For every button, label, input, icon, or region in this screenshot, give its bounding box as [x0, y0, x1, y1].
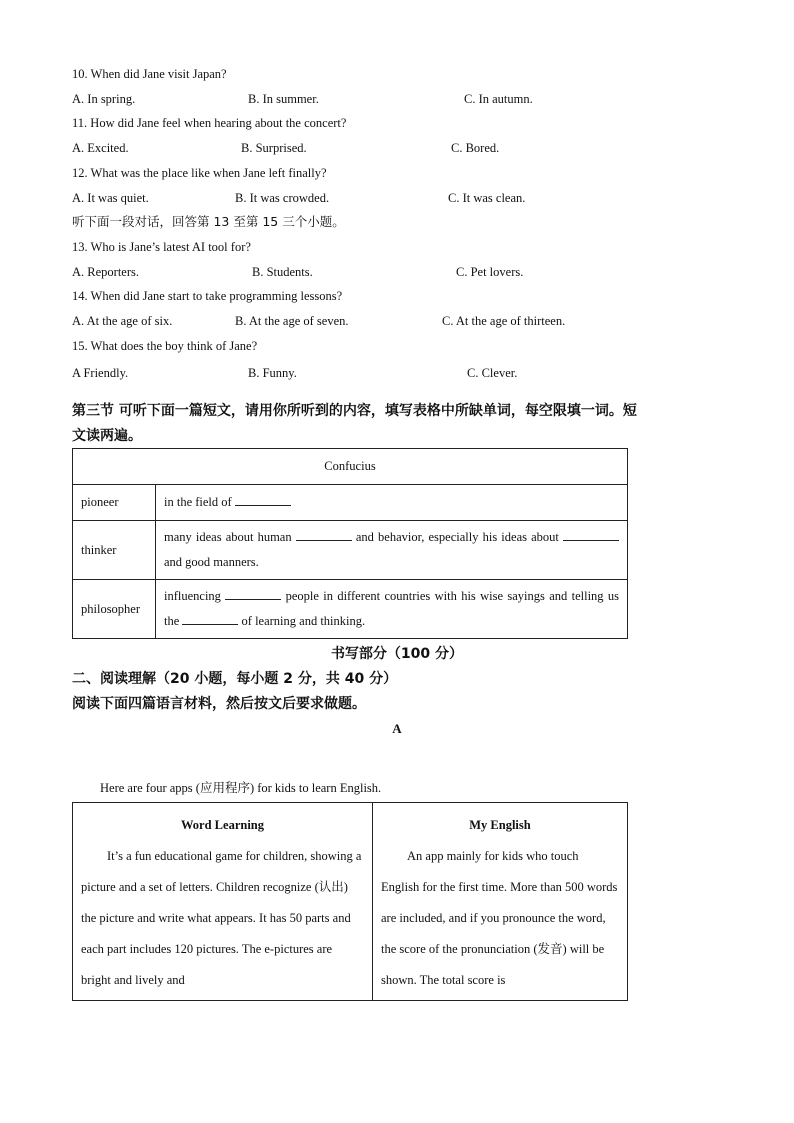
app-description: An app mainly for kids who touch English for the first time. More than 500 words are included, and if you pronounce the word, the score of the pronunciation (发音) will be shown. The total score is	[381, 849, 618, 987]
confucius-table	[72, 448, 628, 639]
q13-option-c: C. Pet lovers.	[456, 265, 524, 279]
section3-heading-line1: 第三节 可听下面一篇短文，请用你所听到的内容，填写表格中所缺单词，每空限填一词。短	[72, 403, 637, 419]
row-description: influencing people in different countries with his wise sayings and telling us the of learning and thinking.	[156, 580, 628, 639]
q10-option-c: C. In autumn.	[464, 92, 533, 106]
section3-heading-line2: 文读两遍。	[72, 428, 142, 444]
row-description: many ideas about human and behavior, especially his ideas about and good manners.	[156, 521, 628, 580]
answer-blank-1[interactable]	[235, 493, 291, 506]
q11-option-b: B. Surprised.	[241, 141, 307, 155]
row-description: in the field of	[156, 485, 628, 521]
q14-option-c: C. At the age of thirteen.	[442, 314, 566, 328]
apps-table	[72, 802, 628, 1001]
q10-option-b: B. In summer.	[248, 92, 319, 106]
q11-option-c: C. Bored.	[451, 141, 500, 155]
app-title: My English	[469, 818, 531, 832]
app-title: Word Learning	[181, 818, 264, 832]
role-thinker: thinker	[73, 521, 156, 580]
writing-part-title: 书写部分（100 分）	[330, 646, 464, 662]
q14-option-b: B. At the age of seven.	[235, 314, 349, 328]
table-row	[73, 521, 628, 580]
q14-option-a: A. At the age of six.	[72, 314, 173, 328]
question-13: 13. Who is Jane’s latest AI tool for?	[72, 240, 251, 254]
passage-label: A	[392, 721, 402, 736]
answer-blank-2[interactable]	[296, 528, 352, 541]
table-title: Confucius	[73, 449, 628, 485]
table-row	[73, 485, 628, 521]
question-10: 10. When did Jane visit Japan?	[72, 67, 227, 81]
q12-option-a: A. It was quiet.	[72, 191, 149, 205]
answer-blank-4[interactable]	[225, 587, 281, 600]
q12-option-c: C. It was clean.	[448, 191, 526, 205]
apps-intro: Here are four apps (应用程序) for kids to learn English.	[100, 781, 382, 795]
role-pioneer: pioneer	[73, 485, 156, 521]
q15-option-a: A Friendly.	[72, 366, 129, 380]
reading-heading: 二、阅读理解（20 小题，每小题 2 分，共 40 分）	[72, 671, 398, 687]
question-15: 15. What does the boy think of Jane?	[72, 339, 258, 353]
q13-option-a: A. Reporters.	[72, 265, 139, 279]
q11-option-a: A. Excited.	[72, 141, 129, 155]
q15-option-c: C. Clever.	[467, 366, 518, 380]
q13-option-b: B. Students.	[252, 265, 313, 279]
app-description: It’s a fun educational game for children, showing a picture and a set of letters. Children recognize (认出) the picture and write what appears. It has 50 parts and each part includes 120 pictures. The e-pictures are bright and lively and	[81, 849, 362, 987]
role-philosopher: philosopher	[73, 580, 156, 639]
answer-blank-5[interactable]	[182, 612, 238, 625]
app-cell-my-english	[373, 803, 628, 1001]
q15-option-b: B. Funny.	[248, 366, 297, 380]
reading-instruction: 阅读下面四篇语言材料，然后按文后要求做题。	[72, 696, 366, 712]
instruction-13-15: 听下面一段对话，回答第 13 至第 15 三个小题。	[72, 214, 345, 229]
answer-blank-3[interactable]	[563, 528, 619, 541]
question-12: 12. What was the place like when Jane left finally?	[72, 166, 327, 180]
question-11: 11. How did Jane feel when hearing about the concert?	[72, 116, 347, 130]
table-row	[73, 580, 628, 639]
question-14: 14. When did Jane start to take programming lessons?	[72, 289, 343, 303]
q10-option-a: A. In spring.	[72, 92, 136, 106]
app-cell-word-learning	[73, 803, 373, 1001]
q12-option-b: B. It was crowded.	[235, 191, 330, 205]
